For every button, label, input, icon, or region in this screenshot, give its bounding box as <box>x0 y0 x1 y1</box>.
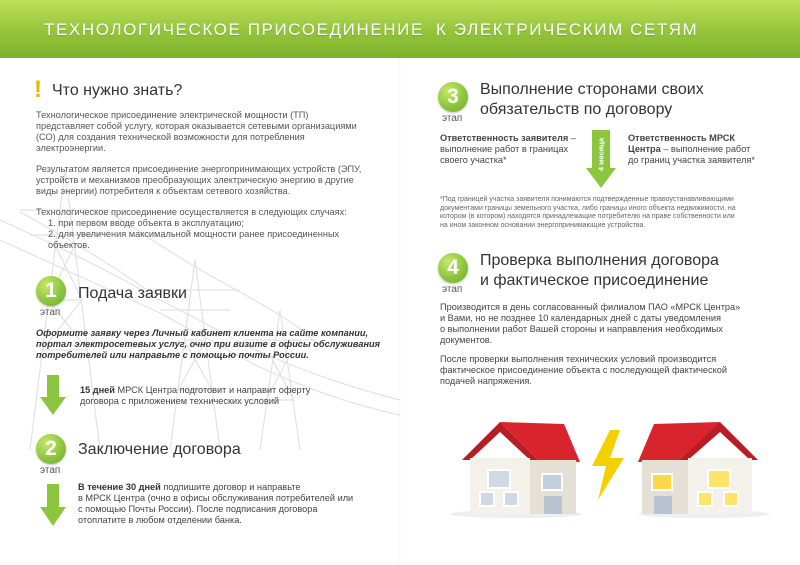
case-item: 2. для увеличения максимальной мощности ранее присоединенных объектов. <box>48 229 340 250</box>
banner-title-right: К ЭЛЕКТРИЧЕСКИМ СЕТЯМ <box>436 20 699 39</box>
step-3-badge: 3 <box>438 82 468 112</box>
step-4-paragraph-2: После проверки выполнения технических условий производится фактическое присоединение объекта с последующей фактической подачей напряжения. <box>440 354 727 386</box>
step-1-label: этап <box>40 307 61 318</box>
intro-paragraph-2: Результатом является присоединение энергопринимающих устройств (ЭПУ, устройств и механизмов преобразующих электрическую энергию в другие виды энергии) потребителя к объектам сетевого хозяйства. <box>36 164 362 196</box>
step-1-instructions: Оформите заявку через Личный кабинет клиента на сайте компании, портал электросетевых услуг, очно при визите в офисы обслуживания потребителей или направьте с помощью почты России. <box>36 328 381 360</box>
mrsk-responsibility: Ответственность МРСК Центра – выполнение работ до границ участка заявителя* <box>628 133 755 165</box>
step-1-down-arrow-icon <box>40 375 66 415</box>
banner-title-left: ТЕХНОЛОГИЧЕСКОЕ ПРИСОЕДИНЕНИЕ <box>44 20 424 39</box>
cases-paragraph: Технологическое присоединение осуществляется в следующих случаях: 1. при первом вводе объекта в эксплуатацию; 2. для увеличения максимальной мощности ранее присоединенных объектов. <box>36 207 376 251</box>
step-2-badge: 2 <box>36 434 66 464</box>
step-1-badge: 1 <box>36 276 66 306</box>
section-heading-need-to-know: Что нужно знать? <box>52 82 183 99</box>
case-item: 1. при первом вводе объекта в эксплуатацию; <box>48 218 244 228</box>
step-4-paragraph-1: Производится в день согласованный филиалом ПАО «МРСК Центра» и Вами, но не позднее 10 календарных дней с даты уведомления о выполнении работ Вашей стороны и направления необходимых документов. <box>440 302 741 345</box>
step-2-label: этап <box>40 465 61 476</box>
exclamation-icon: ! <box>34 76 42 103</box>
lit-house-icon <box>634 418 774 518</box>
step-2-title: Заключение договора <box>78 441 241 458</box>
step-4-badge: 4 <box>438 253 468 283</box>
step-3-title: Выполнение сторонами своих обязательств по договору <box>480 81 704 118</box>
four-months-label: 4 месяца <box>596 137 606 172</box>
applicant-responsibility: Ответственность заявителя – выполнение работ в границах своего участка* <box>440 133 576 165</box>
lightning-bolt-icon <box>588 430 628 500</box>
boundary-footnote: *Под границей участка заявителя понимаются подтвержденные правоустанавливающими документами границы земельного участка, либо границы иного объекта недвижимости, на котором (в котором) находятся принадлежащие потребителю на праве собственности или на ином законном основании энергопринимающие устройства. <box>440 196 736 229</box>
house-icon <box>446 418 584 518</box>
step-1-title: Подача заявки <box>78 285 187 302</box>
step-4-title: Проверка выполнения договора и фактическое присоединение <box>480 252 719 289</box>
intro-paragraph-1: Технологическое присоединение электрической мощности (ТП) представляет собой услугу, которая оказывается сетевыми организациями (СО) для создания технической возможности для потребления электроэнергии. <box>36 110 357 153</box>
step-2-down-arrow-icon <box>40 484 66 526</box>
step-1-offer-text: 15 дней МРСК Центра подготовит и направит оферту договора с приложением технических условий <box>80 385 311 406</box>
step-4-label: этап <box>442 284 463 295</box>
step-3-label: этап <box>442 113 463 124</box>
step-2-contract-text: В течение 30 дней подпишите договор и направьте в МРСК Центра (очно в офисы обслуживания потребителей или с помощью Почты России). После подписания договора отоплатите в любом отделении банка. <box>78 482 354 525</box>
